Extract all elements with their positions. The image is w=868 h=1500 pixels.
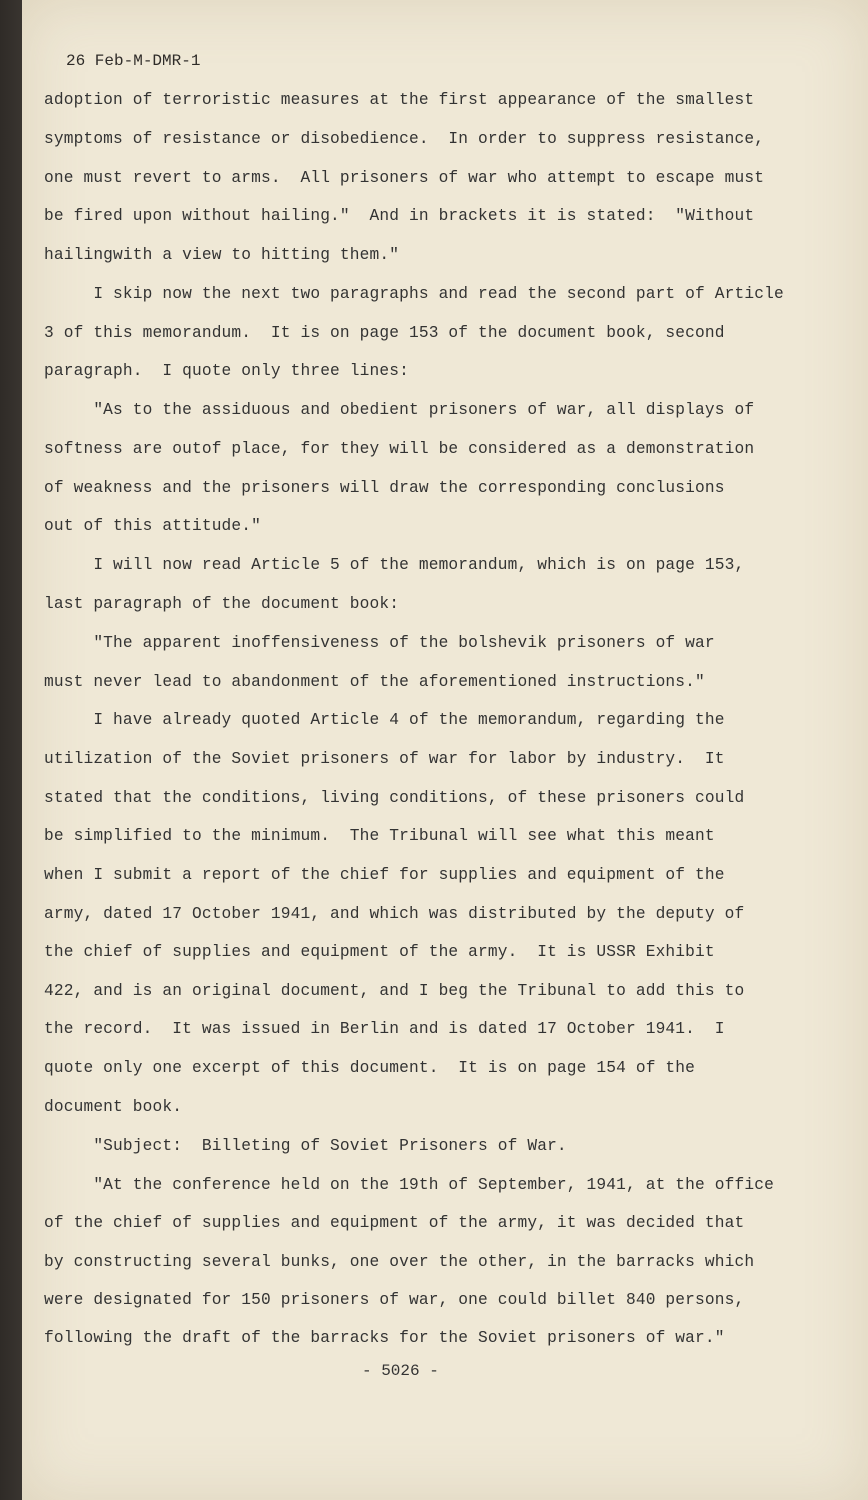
text-line: be fired upon without hailing." And in brackets it is stated: "Without: [44, 207, 755, 225]
text-line: were designated for 150 prisoners of war, one could billet 840 persons,: [44, 1291, 745, 1309]
text-line: "Subject: Billeting of Soviet Prisoners of War.: [44, 1137, 567, 1155]
text-line: the chief of supplies and equipment of the army. It is USSR Exhibit: [44, 943, 715, 961]
text-line: adoption of terroristic measures at the first appearance of the smallest: [44, 91, 755, 109]
text-line: the record. It was issued in Berlin and is dated 17 October 1941. I: [44, 1020, 725, 1038]
text-line: be simplified to the minimum. The Tribunal will see what this meant: [44, 827, 715, 845]
text-line: out of this attitude.": [44, 517, 262, 535]
text-line: following the draft of the barracks for the Soviet prisoners of war.": [44, 1329, 725, 1347]
text-line: last paragraph of the document book:: [44, 595, 400, 613]
page-number: - 5026 -: [362, 1362, 439, 1380]
text-line: softness are outof place, for they will be considered as a demonstration: [44, 440, 755, 458]
text-line: "As to the assiduous and obedient prisoners of war, all displays of: [44, 401, 755, 419]
text-line: utilization of the Soviet prisoners of war for labor by industry. It: [44, 750, 725, 768]
text-line: of weakness and the prisoners will draw the corresponding conclusions: [44, 479, 725, 497]
text-line: "At the conference held on the 19th of September, 1941, at the office: [44, 1176, 774, 1194]
text-line: 3 of this memorandum. It is on page 153 of the document book, second: [44, 324, 725, 342]
text-line: symptoms of resistance or disobedience. In order to suppress resistance,: [44, 130, 765, 148]
text-line: army, dated 17 October 1941, and which was distributed by the deputy of: [44, 905, 745, 923]
text-line: "The apparent inoffensiveness of the bolshevik prisoners of war: [44, 634, 715, 652]
text-line: stated that the conditions, living conditions, of these prisoners could: [44, 789, 745, 807]
text-line: I will now read Article 5 of the memorandum, which is on page 153,: [44, 556, 745, 574]
text-line: when I submit a report of the chief for supplies and equipment of the: [44, 866, 725, 884]
document-page: [22, 0, 868, 1500]
text-line: 422, and is an original document, and I beg the Tribunal to add this to: [44, 982, 745, 1000]
text-line: must never lead to abandonment of the aforementioned instructions.": [44, 673, 705, 691]
text-line: I skip now the next two paragraphs and read the second part of Article: [44, 285, 784, 303]
text-line: of the chief of supplies and equipment of the army, it was decided that: [44, 1214, 745, 1232]
text-line: I have already quoted Article 4 of the memorandum, regarding the: [44, 711, 725, 729]
text-line: hailingwith a view to hitting them.": [44, 246, 400, 264]
text-line: document book.: [44, 1098, 183, 1116]
text-line: paragraph. I quote only three lines:: [44, 362, 409, 380]
document-header: 26 Feb-M-DMR-1: [66, 52, 201, 70]
text-line: by constructing several bunks, one over the other, in the barracks which: [44, 1253, 755, 1271]
text-line: quote only one excerpt of this document. It is on page 154 of the: [44, 1059, 696, 1077]
text-line: one must revert to arms. All prisoners of war who attempt to escape must: [44, 169, 765, 187]
